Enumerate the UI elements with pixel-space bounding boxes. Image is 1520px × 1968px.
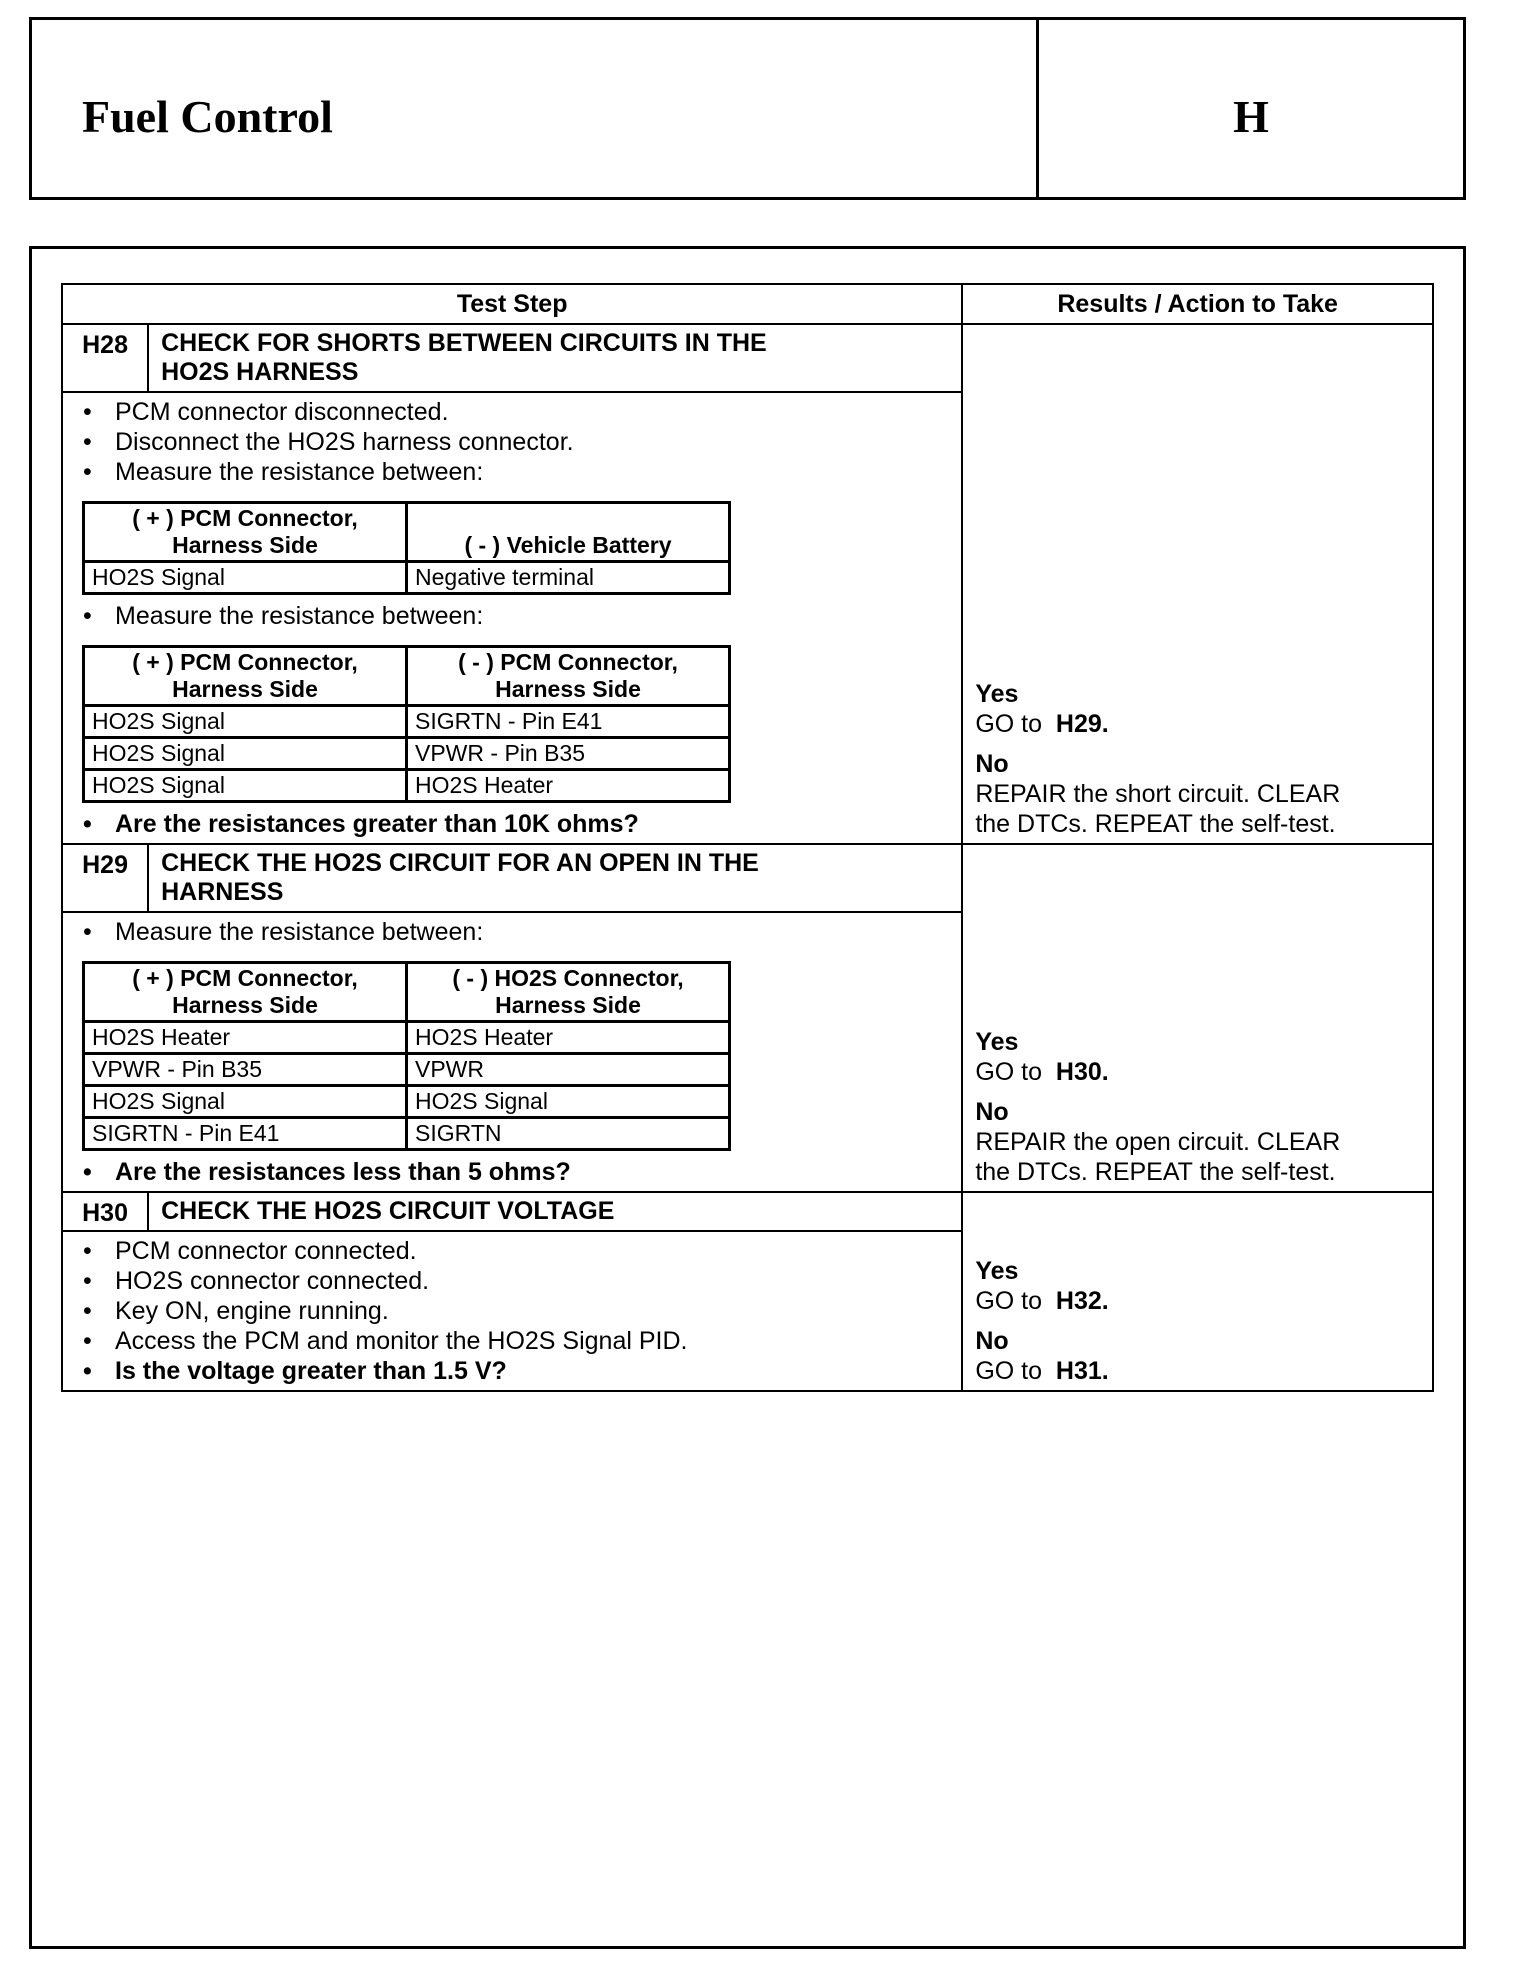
page-title: Fuel Control (82, 91, 333, 142)
table-cell: SIGRTN - Pin E41 (407, 706, 730, 738)
result-yes-action: GO to H30. (975, 1058, 1109, 1086)
measurement-table (82, 645, 731, 803)
table-cell: HO2S Signal (84, 562, 407, 594)
step-title (148, 844, 962, 912)
table-cell: VPWR (407, 1054, 730, 1086)
step-body (62, 392, 962, 844)
step-id: H30 (62, 1192, 148, 1231)
step-h28-title-row (62, 324, 1433, 392)
result-no-action: REPAIR the open circuit. CLEAR (975, 1128, 1341, 1156)
measurement-header: ( + ) PCM Connector, Harness Side (84, 503, 407, 562)
goto-step-link: H30. (1055, 1058, 1109, 1086)
step-question: • Are the resistances less than 5 ohms? (71, 1157, 953, 1187)
result-yes-action: GO to H29. (975, 710, 1109, 738)
procedure-table (61, 283, 1434, 1392)
table-cell: HO2S Signal (407, 1086, 730, 1118)
table-header-row (62, 284, 1433, 324)
list-item: • PCM connector connected. (71, 1236, 953, 1266)
step-title (148, 324, 962, 392)
result-yes-label: Yes (975, 680, 1019, 708)
step-title-line: HARNESS (161, 878, 284, 906)
measurement-header: ( - ) PCM Connector, Harness Side (407, 647, 730, 706)
table-cell: SIGRTN (407, 1118, 730, 1150)
step-title (148, 1192, 962, 1231)
instruction-list (71, 1236, 953, 1386)
step-id: H28 (62, 324, 148, 392)
list-item: • Measure the resistance between: (71, 917, 953, 947)
column-header-test-step: Test Step (62, 284, 962, 324)
instruction-list (71, 809, 953, 839)
table-row (84, 1054, 730, 1086)
table-cell: HO2S Signal (84, 738, 407, 770)
table-cell: HO2S Heater (84, 1022, 407, 1054)
table-row (84, 1086, 730, 1118)
column-header-results: Results / Action to Take (962, 284, 1433, 324)
table-cell: Negative terminal (407, 562, 730, 594)
result-yes-label: Yes (975, 1028, 1019, 1056)
measurement-header: ( - ) Vehicle Battery (407, 503, 730, 562)
result-no-action: GO to H31. (975, 1357, 1109, 1385)
table-cell: SIGRTN - Pin E41 (84, 1118, 407, 1150)
result-no-label: No (975, 1098, 1009, 1126)
result-no-action: the DTCs. REPEAT the self-test. (975, 810, 1336, 838)
list-item: • PCM connector disconnected. (71, 397, 953, 427)
step-body (62, 1231, 962, 1391)
result-yes-label: Yes (975, 1257, 1019, 1285)
page-header (29, 17, 1466, 200)
table-row (84, 770, 730, 802)
step-body (62, 912, 962, 1192)
table-cell: HO2S Signal (84, 770, 407, 802)
measurement-header: ( + ) PCM Connector, Harness Side (84, 647, 407, 706)
table-row (84, 706, 730, 738)
section-letter: H (1233, 91, 1269, 142)
table-cell: VPWR - Pin B35 (407, 738, 730, 770)
result-no-action: the DTCs. REPEAT the self-test. (975, 1158, 1336, 1186)
goto-step-link: H31. (1055, 1357, 1109, 1385)
list-item: • Access the PCM and monitor the HO2S Signal PID. (71, 1326, 953, 1356)
table-cell: HO2S Heater (407, 770, 730, 802)
list-item: • HO2S connector connected. (71, 1266, 953, 1296)
list-item: • Measure the resistance between: (71, 457, 953, 487)
table-cell: HO2S Heater (407, 1022, 730, 1054)
measurement-header: ( + ) PCM Connector, Harness Side (84, 963, 407, 1022)
result-no-label: No (975, 750, 1009, 778)
measurement-table (82, 501, 731, 595)
instruction-list (71, 1157, 953, 1187)
instruction-list (71, 397, 953, 487)
step-h30-results (962, 1192, 1433, 1391)
goto-step-link: H29. (1055, 710, 1109, 738)
table-cell: HO2S Signal (84, 1086, 407, 1118)
table-row (84, 1118, 730, 1150)
step-id: H29 (62, 844, 148, 912)
step-h28-results (962, 324, 1433, 844)
result-yes-action: GO to H32. (975, 1287, 1109, 1315)
step-question: • Are the resistances greater than 10K ohms? (71, 809, 953, 839)
measurement-table (82, 961, 731, 1151)
table-cell: VPWR - Pin B35 (84, 1054, 407, 1086)
table-row (84, 738, 730, 770)
step-title-line: CHECK THE HO2S CIRCUIT VOLTAGE (161, 1197, 615, 1225)
instruction-list (71, 917, 953, 947)
step-title-line: HO2S HARNESS (161, 358, 359, 386)
step-h29-results (962, 844, 1433, 1192)
list-item: • Key ON, engine running. (71, 1296, 953, 1326)
step-title-line: CHECK FOR SHORTS BETWEEN CIRCUITS IN THE (161, 329, 767, 357)
step-title-line: CHECK THE HO2S CIRCUIT FOR AN OPEN IN THE (161, 849, 759, 877)
list-item: • Disconnect the HO2S harness connector. (71, 427, 953, 457)
table-row (84, 1022, 730, 1054)
step-h29-title-row (62, 844, 1433, 912)
result-no-label: No (975, 1327, 1009, 1355)
list-item: • Measure the resistance between: (71, 601, 953, 631)
measurement-header: ( - ) HO2S Connector, Harness Side (407, 963, 730, 1022)
result-no-action: REPAIR the short circuit. CLEAR (975, 780, 1341, 808)
instruction-list (71, 601, 953, 631)
table-row (84, 562, 730, 594)
table-cell: HO2S Signal (84, 706, 407, 738)
goto-step-link: H32. (1055, 1287, 1109, 1315)
step-question: • Is the voltage greater than 1.5 V? (71, 1356, 953, 1386)
step-h30-title-row (62, 1192, 1433, 1231)
